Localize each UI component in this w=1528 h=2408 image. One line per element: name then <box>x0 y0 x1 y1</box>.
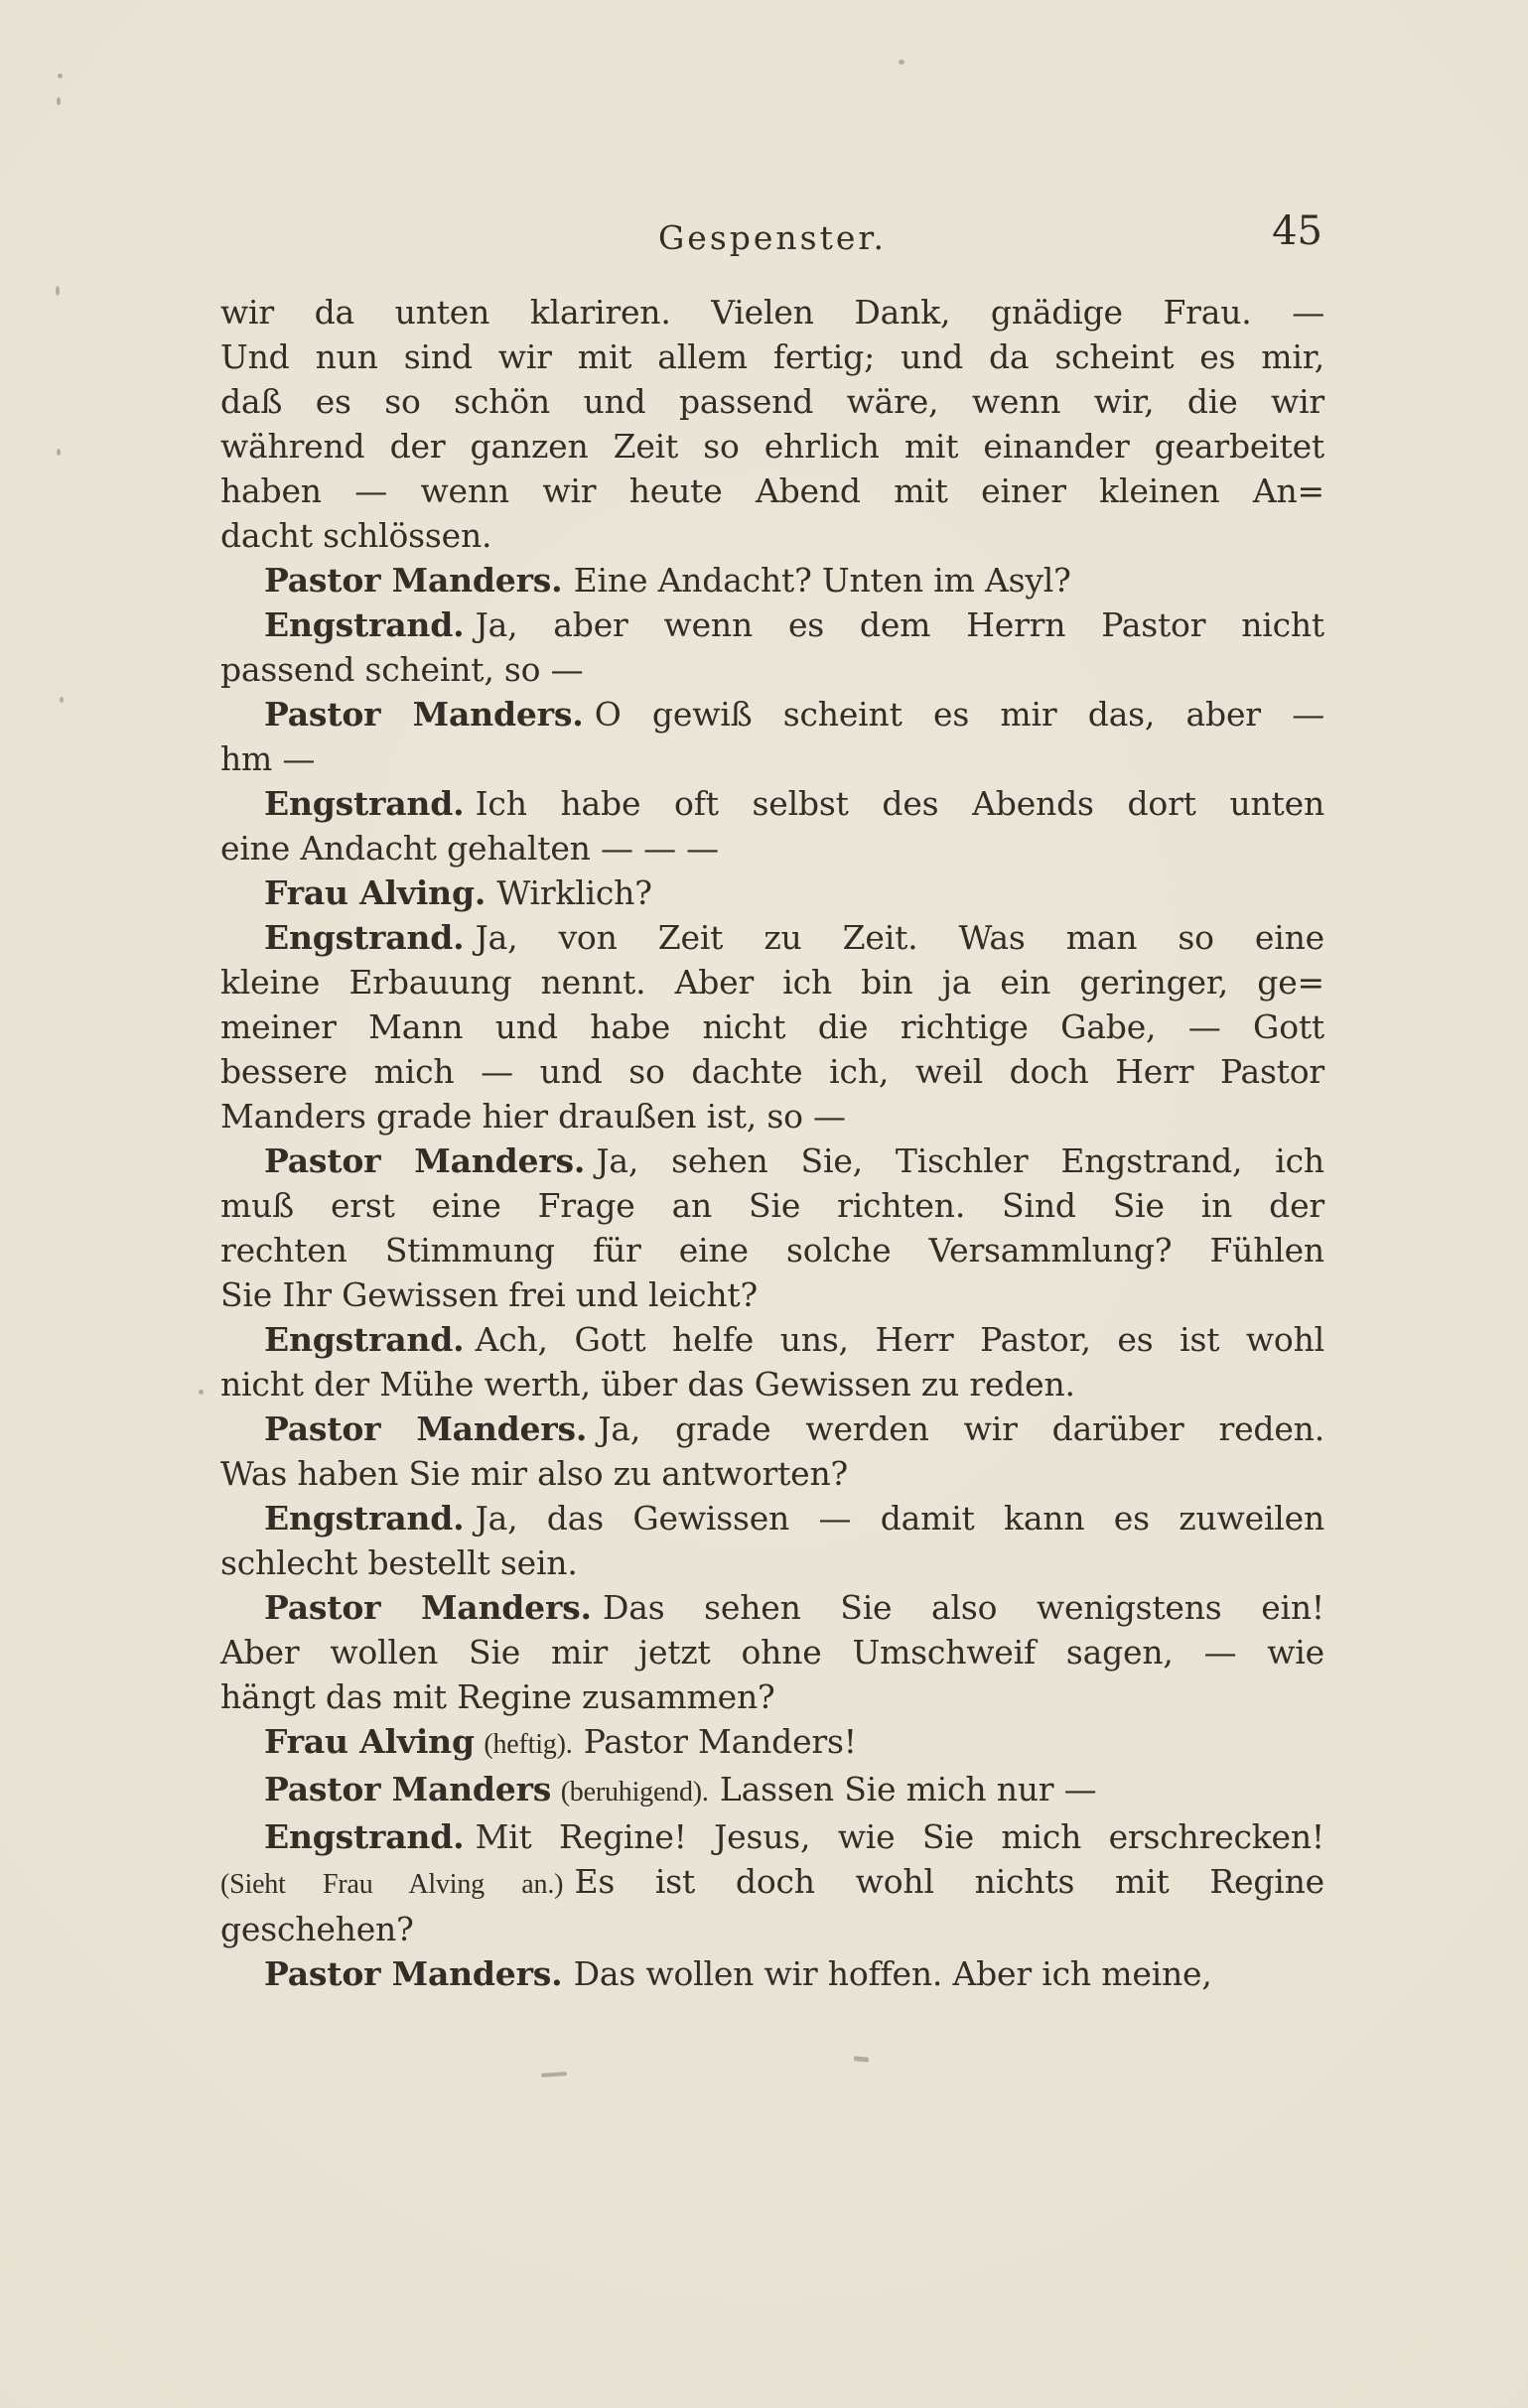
text-line <box>220 1674 1324 1719</box>
speaker-name: Frau Alving <box>264 1722 475 1761</box>
paragraph <box>220 915 1324 1138</box>
running-title: Gespenster. <box>657 218 888 257</box>
dialogue-text: Ach, Gott helfe uns, Herr Pastor, es ist wohl <box>475 1320 1324 1359</box>
speaker-name: Pastor Manders <box>264 1770 552 1808</box>
text-line <box>220 290 1324 334</box>
dialogue-text: Ich habe oft selbst des Abends dort unten <box>475 784 1324 823</box>
text-line <box>220 647 1324 692</box>
dialogue-text: Was haben Sie mir also zu antworten? <box>220 1454 849 1493</box>
dialogue-text: bessere mich — und so dachte ich, weil doch Herr Pastor <box>220 1052 1324 1091</box>
paragraph <box>220 602 1324 692</box>
paragraph <box>220 1951 1324 1996</box>
dialogue-text: nicht der Mühe werth, über das Gewissen zu reden. <box>220 1365 1075 1404</box>
stage-direction: (beruhigend). <box>560 1777 709 1807</box>
text-line <box>220 1496 1324 1540</box>
dialogue-text: daß es so schön und passend wäre, wenn wir, die wir <box>220 382 1324 421</box>
speaker-name: Frau Alving. <box>264 873 486 912</box>
page-header <box>220 208 1324 264</box>
dialogue-text: Ja, sehen Sie, Tischler Engstrand, ich <box>596 1141 1324 1180</box>
text-line <box>220 1719 1324 1767</box>
dialogue-text: kleine Erbauung nennt. Aber ich bin ja ein geringer, ge= <box>220 963 1324 1002</box>
speaker-name: Engstrand. <box>264 605 465 644</box>
dialogue-text: Ja, aber wenn es dem Herrn Pastor nicht <box>475 605 1324 644</box>
dialogue-text: eine Andacht gehalten — — — <box>220 829 719 868</box>
text-line <box>220 1767 1324 1814</box>
text-line <box>220 1585 1324 1630</box>
dialogue-text: hm — <box>220 739 316 778</box>
text-line <box>220 1138 1324 1183</box>
dialogue-text: dacht schlössen. <box>220 516 492 555</box>
text-line <box>220 915 1324 960</box>
text-line <box>220 692 1324 736</box>
dialogue-text: Eine Andacht? Unten im Asyl? <box>573 561 1071 600</box>
text-line <box>220 1540 1324 1585</box>
text-line <box>220 1094 1324 1138</box>
dialogue-text: während der ganzen Zeit so ehrlich mit einander gearbeitet <box>220 427 1324 466</box>
dialogue-text: geschehen? <box>220 1910 414 1948</box>
text-line <box>220 1406 1324 1451</box>
text-line <box>220 1183 1324 1228</box>
scan-speck <box>58 73 63 78</box>
speaker-name: Pastor Manders. <box>264 1954 563 1993</box>
paragraph <box>220 870 1324 915</box>
dialogue-text: Das wollen wir hoffen. Aber ich meine, <box>573 1954 1212 1993</box>
text-line <box>220 1859 1324 1907</box>
speaker-name: Engstrand. <box>264 1320 465 1359</box>
speaker-name: Engstrand. <box>264 1499 465 1538</box>
text-line <box>220 1272 1324 1317</box>
dialogue-text: Lassen Sie mich nur — <box>719 1770 1097 1808</box>
text-line <box>220 1451 1324 1496</box>
scan-speck <box>899 60 904 65</box>
dialogue-text: Ja, das Gewissen — damit kann es zuweilen <box>475 1499 1324 1538</box>
text-line <box>220 870 1324 915</box>
dialogue-text: passend scheint, so — <box>220 650 584 689</box>
paragraph <box>220 1814 1324 1951</box>
text-line <box>220 334 1324 379</box>
text-line <box>220 1317 1324 1362</box>
dialogue-text: Mit Regine! Jesus, wie Sie mich erschrecken! <box>475 1817 1324 1856</box>
scan-speck <box>60 697 64 703</box>
paragraph <box>220 1138 1324 1317</box>
paragraph <box>220 1317 1324 1406</box>
text-line <box>220 513 1324 558</box>
paragraph <box>220 1767 1324 1814</box>
paragraph <box>220 1585 1324 1719</box>
text-line <box>220 558 1324 602</box>
speaker-name: Engstrand. <box>264 1817 465 1856</box>
dialogue-text: muß erst eine Frage an Sie richten. Sind Sie in der <box>220 1186 1324 1225</box>
speaker-name: Pastor Manders. <box>264 561 563 600</box>
dialogue-text: wir da unten klariren. Vielen Dank, gnädige Frau. — <box>220 293 1324 332</box>
dialogue-text: meiner Mann und habe nicht die richtige Gabe, — Gott <box>220 1007 1324 1046</box>
scan-speck <box>56 286 60 296</box>
stage-direction: (heftig). <box>484 1729 573 1760</box>
dialogue-text: Wirklich? <box>496 873 652 912</box>
page-body <box>220 290 1324 1996</box>
paragraph <box>220 1719 1324 1767</box>
dialogue-text: Ja, grade werden wir darüber reden. <box>598 1409 1325 1448</box>
scan-speck <box>57 97 61 105</box>
text-line <box>220 424 1324 468</box>
text-line <box>220 1951 1324 1996</box>
scan-speck <box>57 449 61 456</box>
dialogue-text: Es ist doch wohl nichts mit Regine <box>574 1862 1325 1901</box>
paragraph <box>220 558 1324 602</box>
text-line <box>220 1049 1324 1094</box>
paragraph <box>220 1406 1324 1496</box>
page-number: 45 <box>1272 208 1322 254</box>
scan-mark <box>541 2072 567 2077</box>
paragraph <box>220 781 1324 870</box>
scan-speck <box>199 1390 204 1395</box>
text-line <box>220 1228 1324 1272</box>
paragraph <box>220 1496 1324 1585</box>
text-line <box>220 468 1324 513</box>
speaker-name: Pastor Manders. <box>264 1141 586 1180</box>
text-line <box>220 736 1324 781</box>
speaker-name: Pastor Manders. <box>264 695 584 734</box>
text-line <box>220 826 1324 870</box>
dialogue-text: Pastor Manders! <box>583 1722 857 1761</box>
dialogue-text: O gewiß scheint es mir das, aber — <box>594 695 1324 734</box>
text-line <box>220 781 1324 826</box>
speaker-name: Engstrand. <box>264 918 465 957</box>
text-line <box>220 1814 1324 1859</box>
dialogue-text: hängt das mit Regine zusammen? <box>220 1677 775 1716</box>
stage-direction: (Sieht Frau Alving an.) <box>220 1869 564 1900</box>
dialogue-text: Ja, von Zeit zu Zeit. Was man so eine <box>475 918 1324 957</box>
dialogue-text: rechten Stimmung für eine solche Versammlung? Fühlen <box>220 1231 1324 1270</box>
dialogue-text: haben — wenn wir heute Abend mit einer kleinen An= <box>220 471 1324 510</box>
dialogue-text: Sie Ihr Gewissen frei und leicht? <box>220 1275 758 1314</box>
dialogue-text: schlecht bestellt sein. <box>220 1543 578 1582</box>
dialogue-text: Das sehen Sie also wenigstens ein! <box>603 1588 1324 1627</box>
text-line <box>220 379 1324 424</box>
speaker-name: Pastor Manders. <box>264 1409 588 1448</box>
scan-mark <box>854 2056 869 2063</box>
dialogue-text: Aber wollen Sie mir jetzt ohne Umschweif sagen, — wie <box>220 1633 1324 1672</box>
paragraph <box>220 290 1324 558</box>
text-line <box>220 1362 1324 1406</box>
text-line <box>220 602 1324 647</box>
speaker-name: Engstrand. <box>264 784 465 823</box>
dialogue-text: Und nun sind wir mit allem fertig; und da scheint es mir, <box>220 337 1324 376</box>
text-line <box>220 1630 1324 1674</box>
text-line <box>220 1004 1324 1049</box>
speaker-name: Pastor Manders. <box>264 1588 592 1627</box>
dialogue-text: Manders grade hier draußen ist, so — <box>220 1097 846 1136</box>
text-line <box>220 960 1324 1004</box>
paragraph <box>220 692 1324 781</box>
text-line <box>220 1907 1324 1951</box>
